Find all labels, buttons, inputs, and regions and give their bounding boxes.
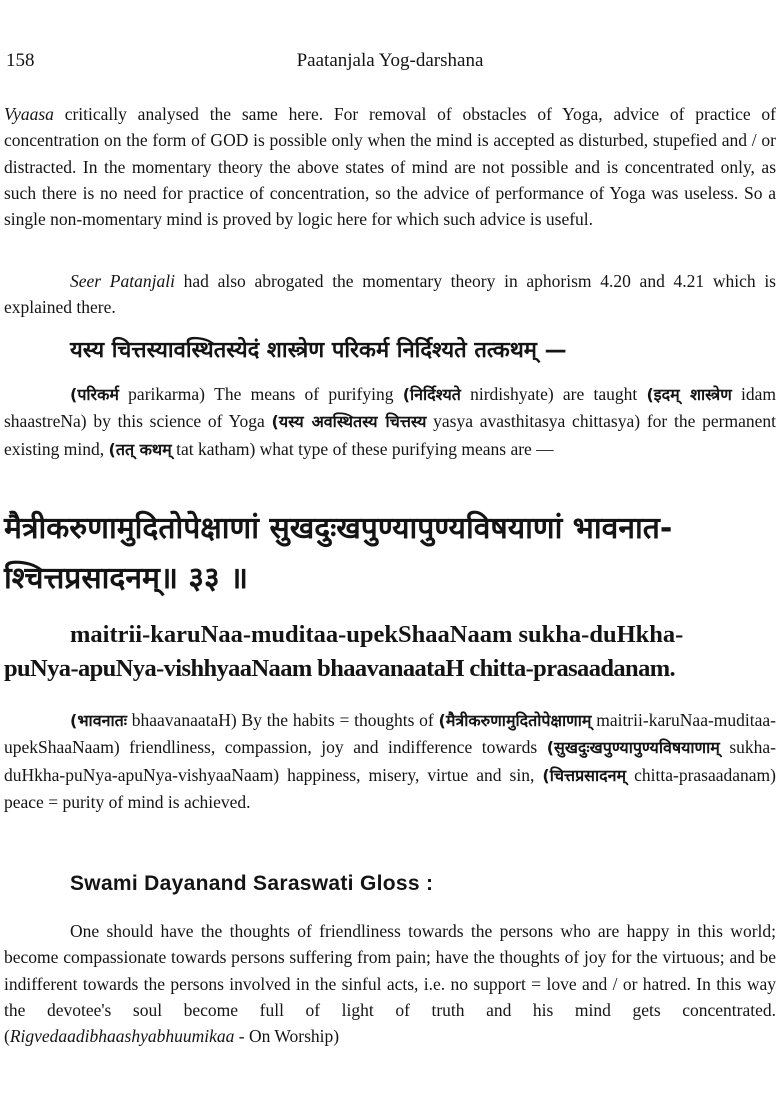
- paragraph-text: idam shaastreNa) by this science of Yoga: [4, 384, 776, 432]
- paragraph-bhaavanaatah: [4, 707, 776, 815]
- italic-reference: Rigvedaadibhaashyabhuumikaa: [9, 1026, 235, 1047]
- transliteration-line-1: maitrii-karuNaa-muditaa-upekShaaNaam sukha-duHkha-: [70, 621, 684, 648]
- devanagari-term: (यस्य अवस्थितस्य चित्तस्य: [271, 412, 427, 432]
- devanagari-term: (भावनातः: [70, 711, 127, 730]
- paragraph-text: parikarma) The means of purifying: [118, 384, 403, 404]
- transliteration-line-2: puNya-apuNya-vishhyaaNaam bhaavanaataH chitta-prasaadanam.: [4, 655, 676, 682]
- sutra-line-2: श्चित्तप्रसादनम्॥ ३३ ॥: [4, 561, 248, 596]
- paragraph-text: critically analysed the same here. For removal of obstacles of Yoga, advice of practice of concentration on the form of GOD is possible only when the mind is accepted as disturbed, stupefied and / or distracted. In the momentary theory the above states of mind are not possible and is concentrated only, as such there is no need for practice of concentration, so the advice of performance of Yoga was useless. So a single non-momentary mind is proved by logic here for which such advice is useful.: [4, 104, 776, 230]
- sutra-verse: [4, 504, 772, 604]
- gloss-paragraph: [4, 918, 776, 1049]
- paragraph-text: One should have the thoughts of friendliness towards the persons who are happy in this world; become compassionate towards persons suffering from pain; have the thoughts of joy for the virtuous; and be indifferent towards the persons involved in the sinful acts, i.e. no support = love and / or hatred. In this way the devotee's soul become full of light of truth and his mind gets concentrated. (: [4, 921, 776, 1047]
- paragraph-text: sukha-duHkha-puNya-apuNya-vishyaaNaam) happiness, misery, virtue and sin,: [4, 737, 777, 785]
- paragraph-text: maitrii-karuNaa-muditaa-upekShaaNaam) friendliness, compassion, joy and indifference towards: [4, 710, 776, 758]
- gloss-heading: Swami Dayanand Saraswati Gloss :: [70, 872, 434, 895]
- devanagari-term: (निर्दिश्यते: [402, 385, 461, 404]
- paragraph-text: had also abrogated the momentary theory in aphorism 4.20 and 4.21 which is explained there.: [4, 271, 776, 318]
- italic-seer-patanjali: Seer Patanjali: [70, 271, 175, 291]
- devanagari-term: (सुखदुःखपुण्यापुण्यविषयाणाम्: [546, 738, 720, 758]
- page-header: [6, 50, 774, 76]
- devanagari-term: (तत् कथम्: [108, 439, 172, 459]
- italic-vyaasa: Vyaasa: [4, 104, 54, 124]
- paragraph-vyaasa: [4, 101, 776, 232]
- sutra-transliteration: [4, 618, 776, 686]
- devanagari-term: (परिकर्म: [70, 385, 119, 404]
- sutra-line-1: मैत्रीकरुणामुदितोपेक्षाणां सुखदुःखपुण्यापुण्यविषयाणां भावनात-: [4, 511, 673, 546]
- paragraph-text: bhaavanaataH) By the habits = thoughts of: [126, 710, 439, 730]
- devanagari-term: (चित्तप्रसादनम्: [542, 765, 627, 785]
- reference-tail: - On Worship): [234, 1026, 340, 1047]
- paragraph-text: nirdishyate) are taught: [460, 384, 647, 404]
- running-title: Paatanjala Yog-darshana: [296, 50, 484, 71]
- devanagari-term: (मैत्रीकरुणामुदितोपेक्षाणाम्: [438, 711, 592, 730]
- devanagari-term: (इदम् शास्त्रेण: [646, 385, 732, 404]
- paragraph-parikarma: [4, 381, 776, 463]
- paragraph-text: chitta-prasaadanam) peace = purity of mind is achieved.: [4, 764, 776, 812]
- paragraph-text: yasya avasthitasya chittasya) for the permanent existing mind,: [4, 411, 776, 459]
- sanskrit-introduction: यस्य चित्तस्यावस्थितस्येदं शास्त्रेण परिकर्म निर्दिश्यते तत्कथम् —: [70, 338, 567, 363]
- page-number: 158: [6, 50, 35, 71]
- paragraph-seer-patanjali: [4, 268, 776, 321]
- paragraph-text: tat katham) what type of these purifying means are —: [171, 438, 554, 459]
